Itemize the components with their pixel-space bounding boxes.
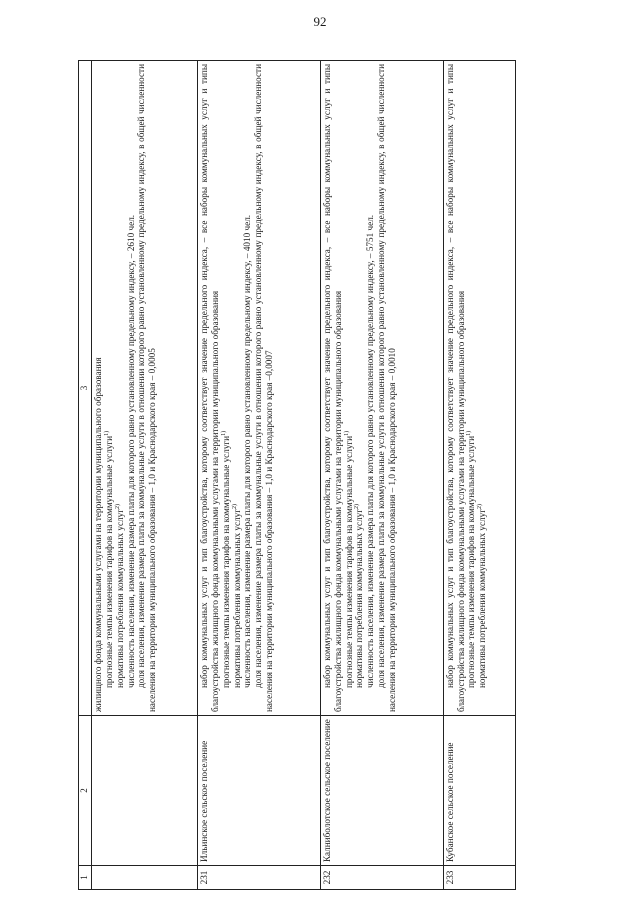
- description-text: набор коммунальных услуг и тип благоустройства, которому соответствует значение предельного индекса, – все наборы коммунальных услуг и типы благоустройства жилищного фонда коммунальными услугами на территории муниципального образования: [444, 64, 466, 712]
- row-description-cell: [320, 61, 443, 716]
- description-text: численность населения, изменение размера платы для которого равно установленному предельному индексу, – 5751 чел.: [365, 214, 376, 688]
- table-row: [320, 61, 443, 890]
- description-line: [365, 64, 376, 712]
- description-text: набор коммунальных услуг и тип благоустройства, которому соответствует значение предельного индекса, – все наборы коммунальных услуг и типы благоустройства жилищного фонда коммунальными услугами на территории муниципального образования: [321, 64, 343, 712]
- row-description-cell: [198, 61, 321, 716]
- description-text: доля населения, изменение размера платы за коммунальные услуги в отношении которого равно установленному предельному индексу, в общей численности населения на территории муниципального образования – 1,0 и Краснодарского края – 0,0005: [136, 64, 158, 712]
- footnote-mark: 1): [466, 430, 473, 436]
- table-row: [443, 61, 515, 890]
- description-line: [477, 64, 488, 712]
- description-line: [199, 64, 221, 712]
- header-col-2: 2: [79, 716, 92, 866]
- description-line: [354, 64, 365, 712]
- description-text: прогнозные темпы изменения тарифов на коммунальные услуги: [220, 435, 231, 688]
- description-text: прогнозные темпы изменения тарифов на коммунальные услуги: [103, 435, 114, 688]
- footnote-mark: 2): [354, 503, 361, 509]
- description-line: [253, 64, 275, 712]
- municipal-table: [78, 60, 516, 890]
- header-row: [79, 61, 92, 890]
- row-number: 231: [198, 866, 321, 890]
- description-text: жилищного фонда коммунальными услугами на территории муниципального образования: [93, 357, 103, 712]
- description-text: нормативы потребления коммунальных услуг: [354, 508, 365, 688]
- header-col-1: 1: [79, 866, 92, 890]
- description-text: численность населения, изменение размера платы для которого равно установленному предельному индексу, – 2610 чел.: [125, 214, 136, 688]
- description-line: [344, 64, 355, 712]
- description-line: [242, 64, 253, 712]
- description-text: прогнозные темпы изменения тарифов на коммунальные услуги: [343, 435, 354, 688]
- description-line: [322, 64, 344, 712]
- rotated-table-frame: [78, 60, 516, 890]
- description-text: прогнозные темпы изменения тарифов на коммунальные услуги: [466, 435, 477, 688]
- footnote-mark: 1): [103, 430, 110, 436]
- description-text: нормативы потребления коммунальных услуг: [477, 508, 488, 688]
- description-text: нормативы потребления коммунальных услуг: [231, 508, 242, 688]
- footnote-mark: 2): [477, 503, 484, 509]
- description-text: численность населения, изменение размера платы для которого равно установленному предельному индексу, – 4010 чел.: [242, 214, 253, 688]
- row-description-cell: [92, 61, 198, 716]
- row-name-cell: [92, 716, 198, 866]
- description-text: нормативы потребления коммунальных услуг: [114, 508, 125, 688]
- description-line: [232, 64, 243, 712]
- settlement-name: Калниболотское сельское поселение: [320, 716, 443, 866]
- description-text: доля населения, изменение размера платы за коммунальные услуги в отношении которого равно установленному предельному индексу, в общей численности населения на территории муниципального образования – 1,0 и Краснодарского края –0,0007: [253, 64, 275, 712]
- table-row-continuation: [92, 61, 198, 890]
- footnote-mark: 2): [114, 503, 121, 509]
- rotated-table: [78, 60, 516, 890]
- table-row: [198, 61, 321, 890]
- row-number: 232: [320, 866, 443, 890]
- page-number: 92: [313, 14, 327, 29]
- footnote-mark: 2): [231, 503, 238, 509]
- description-line: [126, 64, 137, 712]
- description-line: [376, 64, 398, 712]
- description-line: [466, 64, 477, 712]
- header-col-3: 3: [79, 61, 92, 716]
- description-line: [445, 64, 467, 712]
- description-line: [115, 64, 126, 712]
- description-text: доля населения, изменение размера платы за коммунальные услуги в отношении которого равно установленному предельному индексу, в общей численности населения на территории муниципального образования – 1,0 и Краснодарского края – 0,0010: [376, 64, 398, 712]
- description-line: [136, 64, 158, 712]
- description-line: [221, 64, 232, 712]
- footnote-mark: 1): [220, 430, 227, 436]
- description-line: [93, 64, 104, 712]
- footnote-mark: 1): [343, 430, 350, 436]
- row-number: 233: [443, 866, 515, 890]
- row-number-cell: [92, 866, 198, 890]
- row-description-cell: [443, 61, 515, 716]
- settlement-name: Ильинское сельское поселение: [198, 716, 321, 866]
- settlement-name: Кубанское сельское поселение: [443, 716, 515, 866]
- description-text: набор коммунальных услуг и тип благоустройства, которому соответствует значение предельного индекса, – все наборы коммунальных услуг и типы благоустройства жилищного фонда коммунальными услугами на территории муниципального образования: [199, 64, 220, 712]
- description-line: [104, 64, 115, 712]
